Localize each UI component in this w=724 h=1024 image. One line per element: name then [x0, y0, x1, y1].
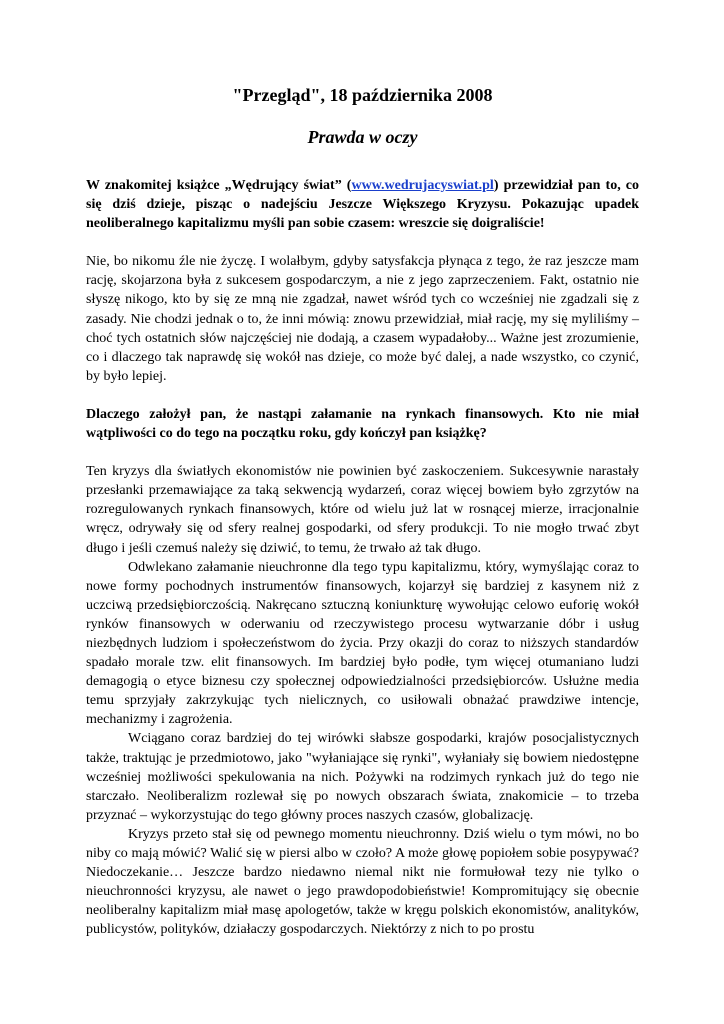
interview-question-2: Dlaczego założył pan, że nastąpi załamanie na rynkach finansowych. Kto nie miał wątpliwości co do tego na początku roku, gdy kończył pan książkę?: [86, 406, 639, 442]
interview-question-1: [86, 176, 639, 233]
interview-answer-1: Nie, bo nikomu źle nie życzę. I wolałbym, gdyby satysfakcja płynąca z tego, że raz jeszcze mam rację, skojarzona była z sukcesem gospodarczym, a nie z jego zaprzeczeniem. Fakt, ostatnio nie słyszę nikogo, kto by się ze mną nie zgadzał, nawet wśród tych co wcześniej nie zgadzali się z zasady. Nie chodzi jednak o to, że inni mówią: znowu przewidział, miał rację, my się myliliśmy – choć tych ostatnich słów najczęściej nie dodają, a czasem wypadałoby... Ważne jest zrozumienie, co i dlaczego tak naprawdę się wokół nas dzieje, co może być dalej, a nade wszystko, co czynić, by było lepiej.: [86, 254, 639, 384]
interview-answer-2-paragraph-4: Kryzys przeto stał się od pewnego momentu nieuchronny. Dziś wielu o tym mówi, no bo niby co mają mówić? Walić się w piersi albo w czoło? A może głowę popiołem sobie posypywać? Niedoczekanie… Jeszcze bardzo niedawno niemal nikt nie formułował tezy nie tylko o nieuchronności kryzysu, ale nawet o jego prawdopodobieństwie! Kompromitujący się obecnie neoliberalny kapitalizm miał masę apologetów, także w kręgu polskich ekonomistów, analityków, publicystów, polityków, działaczy gospodarczych. Niektórzy z nich to po prostu: [86, 826, 639, 938]
interview-answer-2-paragraph-3: Wciągano coraz bardziej do tej wirówki słabsze gospodarki, krajów posocjalistycznych także, traktując je przedmiotowo, jako "wyłaniające się rynki", wyłaniały się bowiem niedostępne wcześniej możliwości spekulowania na nich. Pożywki na rodzimych rynkach już do tego nie starczało. Neoliberalizm rozlewał się po nowych obszarach świata, znakomicie – to trzeba przyznać – wykorzystując do tego główny proces naszych czasów, globalizację.: [86, 731, 639, 823]
interview-answer-2-paragraph-2: Odwlekano załamanie nieuchronne dla tego typu kapitalizmu, który, wymyślając coraz to nowe formy pochodnych instrumentów finansowych, kojarzył się bardziej z kasynem niż z uczciwą przedsiębiorczością. Nakręcano sztuczną koniunkturę wywołując celowo euforię wokół rynków finansowych w oderwaniu od rzeczywistego procesu wytwarzanie dóbr i usług niezbędnych ludziom i społeczeństwom do życia. Przy okazji do coraz to niższych standardów spadało morale tzw. elit finansowych. Im bardziej było podłe, tym więcej otumaniano ludzi demagogią o etyce biznesu czy społecznej odpowiedzialności przedsiębiorców. Usłużne media temu sprzyjały zakrzykując tych nielicznych, co usiłowali obnażać prawdziwe intencje, mechanizmy i zagrożenia.: [86, 559, 639, 728]
document-body: [86, 84, 639, 939]
website-link[interactable]: www.wedrujacyswiat.pl: [351, 178, 494, 193]
question-text-continued: ) przewidział pan to, co się dziś dzieje, pisząc o nadejściu Jeszcze Większego Kryzysu. Pokazując upadek neoliberalnego kapitalizmu myśli pan sobie czasem: wreszcie się doigraliście!: [86, 178, 639, 232]
article-subtitle: Prawda w oczy: [307, 127, 418, 147]
article-title: "Przegląd", 18 października 2008: [232, 85, 493, 105]
question-text: W znakomitej książce „Wędrujący świat” (: [86, 178, 352, 193]
interview-answer-2-paragraph-1: Ten kryzys dla światłych ekonomistów nie powinien być zaskoczeniem. Sukcesywnie narastały przesłanki przemawiające za taką sekwencją wydarzeń, coraz więcej bowiem było zgrzytów na rozregulowanych rynkach finansowych, które od wielu już lat w rosnącej mierze, irracjonalnie wręcz, odrywały się od sfery realnej gospodarki, od sfery produkcji. To nie mogło trwać zbyt długo i jeśli czemuś należy się dziwić, to temu, że trwało aż tak długo.: [86, 464, 639, 556]
